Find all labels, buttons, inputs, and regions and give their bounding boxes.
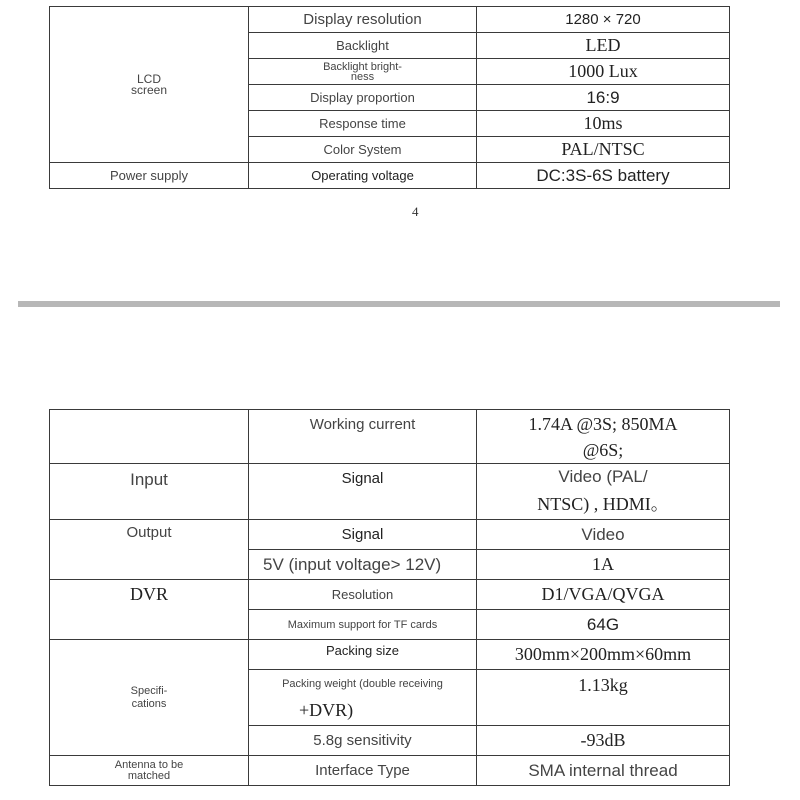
working-current-label: Working current (249, 410, 477, 464)
packing-size-value: 300mm×200mm×60mm (477, 640, 730, 670)
output-category: Output (50, 520, 249, 580)
backlight-label: Backlight (249, 33, 477, 59)
lcd-spec-table (49, 6, 730, 189)
device-spec-table (49, 409, 730, 786)
interface-type-value: SMA internal thread (477, 756, 730, 786)
packing-weight-label (249, 670, 477, 726)
page-number: 4 (412, 204, 419, 219)
working-current-value-line1: 1.74A @3S; 850MA (528, 413, 678, 434)
table-row (50, 410, 730, 464)
packing-weight-line1: Packing weight (double receiving (282, 678, 443, 690)
table-row (50, 640, 730, 670)
table-row (50, 7, 730, 33)
working-current-value-line2: @6S; (582, 439, 624, 460)
display-resolution-value: 1280 × 720 (477, 7, 730, 33)
output-signal-label: Signal (249, 520, 477, 550)
operating-voltage-value: DC:3S-6S battery (477, 163, 730, 189)
input-category: Input (50, 464, 249, 520)
table-row (50, 163, 730, 189)
display-proportion-value: 16:9 (477, 85, 730, 111)
lcd-screen-category (50, 7, 249, 163)
packing-size-label: Packing size (249, 640, 477, 670)
table-row (50, 756, 730, 786)
power-supply-category: Power supply (50, 163, 249, 189)
antenna-line1: Antenna to be (114, 758, 184, 771)
color-system-value: PAL/NTSC (477, 137, 730, 163)
tf-card-value: 64G (477, 610, 730, 640)
brightness-label-line2: ness (350, 70, 375, 83)
input-signal-value-line1: Video (PAL/ (558, 467, 648, 486)
specifications-line2: cations (131, 697, 167, 710)
backlight-brightness-label (249, 59, 477, 85)
interface-type-label: Interface Type (249, 756, 477, 786)
response-time-label: Response time (249, 111, 477, 137)
backlight-brightness-value: 1000 Lux (477, 59, 730, 85)
table-row (50, 464, 730, 520)
antenna-category (50, 756, 249, 786)
working-current-value (477, 410, 730, 464)
display-proportion-label: Display proportion (249, 85, 477, 111)
specifications-line1: Specifi- (130, 684, 168, 697)
packing-weight-line2: +DVR) (299, 700, 354, 720)
tf-card-label: Maximum support for TF cards (249, 610, 477, 640)
input-signal-value-line2: NTSC) , HDMI。 (537, 494, 669, 514)
dvr-category: DVR (50, 580, 249, 640)
brightness-label-line1: Backlight bright- (323, 60, 402, 73)
operating-voltage-label: Operating voltage (249, 163, 477, 189)
packing-weight-value: 1.13kg (477, 670, 730, 726)
output-signal-value: Video (477, 520, 730, 550)
antenna-line2: matched (127, 769, 171, 782)
dvr-resolution-value: D1/VGA/QVGA (477, 580, 730, 610)
lcd-label-line2: screen (130, 82, 168, 97)
power-out-value: 1A (477, 550, 730, 580)
input-signal-label: Signal (249, 464, 477, 520)
page-divider (18, 301, 780, 307)
response-time-value: 10ms (477, 111, 730, 137)
input-signal-value (477, 464, 730, 520)
display-resolution-label: Display resolution (249, 7, 477, 33)
table-row (50, 580, 730, 610)
sensitivity-value: -93dB (477, 726, 730, 756)
sensitivity-label: 5.8g sensitivity (249, 726, 477, 756)
working-current-category (50, 410, 249, 464)
dvr-resolution-label: Resolution (249, 580, 477, 610)
specifications-category (50, 640, 249, 756)
color-system-label: Color System (249, 137, 477, 163)
lcd-label-line1: LCD (136, 71, 161, 86)
table-row (50, 520, 730, 550)
backlight-value: LED (477, 33, 730, 59)
power-out-label: 5V (input voltage> 12V) (249, 550, 477, 580)
